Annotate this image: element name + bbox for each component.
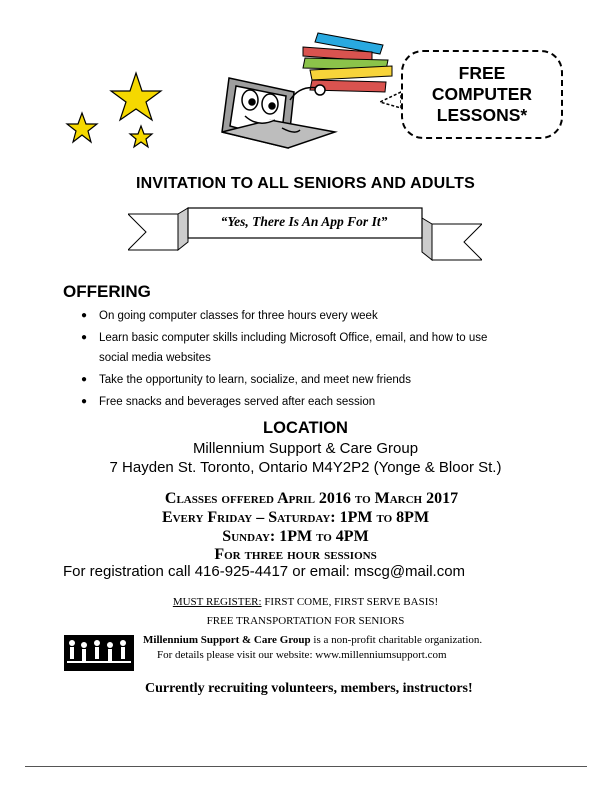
star-icon bbox=[67, 113, 97, 142]
bullet-icon: ● bbox=[81, 396, 88, 407]
offering-list bbox=[77, 306, 547, 414]
invitation-heading: INVITATION TO ALL SENIORS AND ADULTS bbox=[135, 175, 476, 192]
registration-contact: For registration call 416-925-4417 or email: mscg@mail.com bbox=[63, 563, 466, 580]
books-icon bbox=[303, 33, 392, 92]
schedule-sunday: Sunday: 1PM to 4PM bbox=[222, 528, 369, 545]
location-heading: LOCATION bbox=[263, 419, 348, 437]
org-description: Millennium Support & Care Group is a non-profit charitable organization. bbox=[143, 634, 483, 646]
bullet-icon: ● bbox=[81, 374, 88, 385]
bubble-line-1: FREE bbox=[458, 63, 506, 83]
list-item: ● On going computer classes for three hours every week bbox=[77, 306, 547, 326]
schedule-duration: For three hour sessions bbox=[214, 546, 377, 563]
must-register-note: MUST REGISTER: FIRST COME, FIRST SERVE BASIS! bbox=[172, 596, 439, 608]
bullet-icon: ● bbox=[81, 332, 88, 343]
offering-heading: OFFERING bbox=[63, 282, 151, 301]
schedule-weekdays: Every Friday – Saturday: 1PM to 8PM bbox=[161, 509, 430, 526]
free-lessons-bubble bbox=[401, 50, 563, 139]
org-logo bbox=[64, 635, 134, 671]
ribbon-banner bbox=[128, 194, 482, 272]
footer-divider bbox=[25, 766, 587, 767]
list-item: ● Free snacks and beverages served after each session bbox=[77, 392, 547, 412]
star-icon bbox=[130, 126, 152, 147]
transport-note: FREE TRANSPORTATION FOR SENIORS bbox=[206, 615, 405, 627]
schedule-dates: Classes offered April 2016 to March 2017 bbox=[164, 490, 459, 507]
star-icon bbox=[111, 73, 161, 120]
list-item: ● Take the opportunity to learn, socialize, and meet new friends bbox=[77, 370, 547, 390]
location-name: Millennium Support & Care Group bbox=[192, 440, 419, 457]
location-address: 7 Hayden St. Toronto, Ontario M4Y2P2 (Yonge & Bloor St.) bbox=[109, 459, 502, 476]
org-website: For details please visit our website: www.millenniumsupport.com bbox=[157, 649, 447, 661]
bubble-line-3: LESSONS* bbox=[436, 105, 528, 125]
bullet-icon: ● bbox=[81, 310, 88, 321]
bubble-line-2: COMPUTER bbox=[431, 84, 533, 104]
recruiting-note: Currently recruiting volunteers, members, instructors! bbox=[145, 681, 473, 696]
list-item: ● Learn basic computer skills including Microsoft Office, email, and how to use social media websites bbox=[77, 328, 547, 368]
banner-slogan: “Yes, There Is An App For It” bbox=[220, 214, 388, 229]
laptop-mascot-icon bbox=[222, 78, 335, 148]
